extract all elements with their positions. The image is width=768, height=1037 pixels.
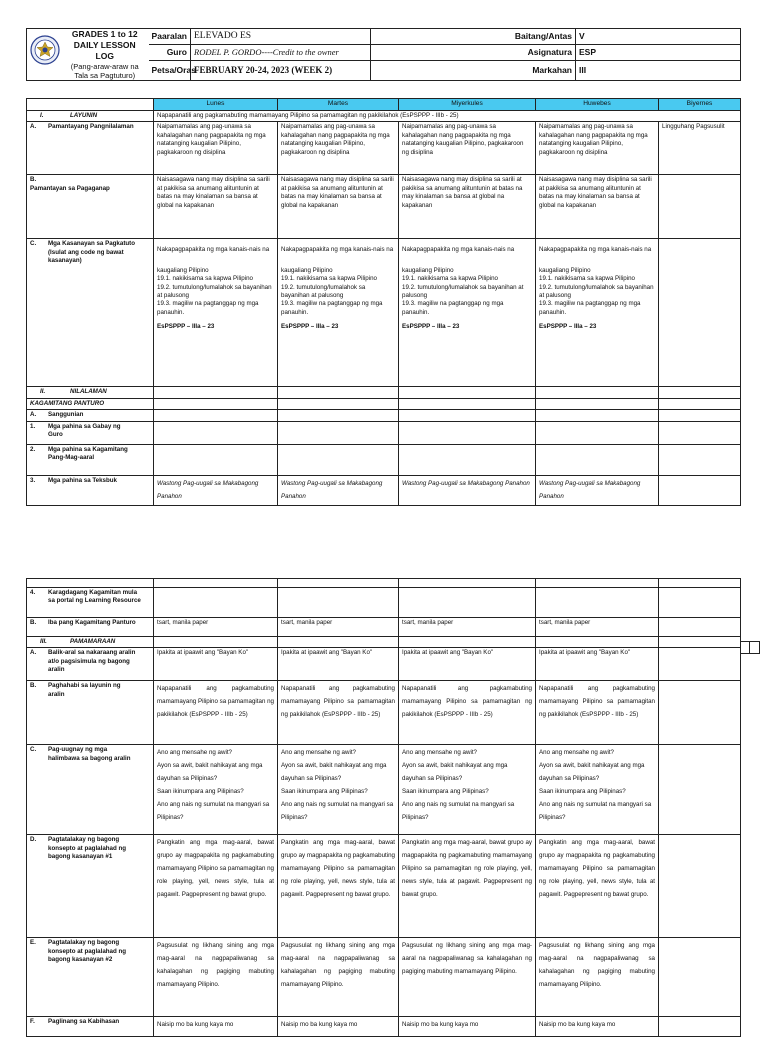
- paghahabi-huwebes: Napapanatili ang pagkamabuting mamamayang Pilipino sa pamamagitan ng pakikilahok (EsPSPPP - IIIb - 25): [536, 681, 659, 745]
- pamantayan-sa-pagaganap-label: B.Pamantayan sa Pagaganap: [27, 175, 154, 239]
- paglinang-lunes: Naisip mo ba kung kaya mo: [154, 1017, 278, 1037]
- pangnilalaman-miyerkules: Naipamamalas ang pag-unawa sa kahalagahan nang pagpapakita ng mga natatanging kaugalian Pilipino, pagkakaroon ng disiplina: [399, 122, 536, 175]
- pagtatalakay-2-huwebes: Pagsusulat ng likhang sining ang mga mag-aaral na nagpapaliwanag sa kahalagahan ng pagiging mabuting mamamayang Pilipino.: [536, 938, 659, 1017]
- kasanayan-row: [27, 239, 741, 387]
- header-title-line2: DAILY LESSON LOG: [73, 40, 136, 61]
- balik-aral-martes: Ipakita at ipaawit ang "Bayan Ko": [278, 648, 399, 681]
- days-header-row: [27, 99, 741, 111]
- paglinang-huwebes: Naisip mo ba kung kaya mo: [536, 1017, 659, 1037]
- layunin-text: Napapanatili ang pagkamabuting mamamayang Pilipino sa pamamagitan ng pakikilahok (EsPSPPP - IIIb - 25): [154, 111, 741, 122]
- nilalaman-label: II. NILALAMAN: [27, 387, 154, 398]
- teacher-label: Guro: [149, 44, 191, 60]
- pag-uugnay-lunes: Ano ang mensahe ng awit? Ayon sa awit, bakit nahikayat ang mga dayuhan sa Pilipinas? Saan ikinumpara ang Pilipinas? Ano ang nais ng sumulat na mangyari sa Pilipinas?: [154, 745, 278, 835]
- kagamitan-label: KAGAMITANG PANTURO: [27, 398, 154, 409]
- pag-uugnay-huwebes: Ano ang mensahe ng awit? Ayon sa awit, bakit nahikayat ang mga dayuhan sa Pilipinas? Saan ikinumpara ang Pilipinas? Ano ang nais ng sumulat na mangyari sa Pilipinas?: [536, 745, 659, 835]
- kasanayan-biyernes: [659, 239, 741, 387]
- lesson-table-1: [26, 98, 741, 506]
- paghahabi-row: [27, 681, 741, 745]
- header-title-line3: (Pang-araw-araw na: [70, 62, 139, 71]
- teksbuk-huwebes: Wastong Pag-uugali sa Makabagong Panahon: [536, 475, 659, 505]
- pagaganap-miyerkules: Naisasagawa nang may disiplina sa sarili at pakikisa sa anumang alituntunin at batas na may kinalaman sa bansa at global na kapakanan: [399, 175, 536, 239]
- kasanayan-huwebes: Nakapagpapakita ng mga kanais-nais na kaugaliang Pilipino 19.1. nakikisama sa kapwa Pilipino 19.2. tumutulong/lumalahok sa bayanihan at palusong 19.3. magiliw na pagtanggap ng mga panauhin. EsPSPPP – IIIa – 23: [536, 239, 659, 387]
- blank-top-row: [27, 579, 741, 588]
- pag-uugnay-label: C. Pag-uugnay ng mga halimbawa sa bagong aralin: [27, 745, 154, 835]
- grade-value: V: [576, 29, 741, 45]
- karagdagang-kagamitan-row: [27, 588, 741, 618]
- pangnilalaman-huwebes: Naipamamalas ang pag-unawa sa kahalagahan nang pagpapakita ng mga natatanging kaugalian Pilipino, pagkakaroon ng disiplina: [536, 122, 659, 175]
- subject-value: ESP: [576, 44, 741, 60]
- kasanayan-label: C. Mga Kasanayan sa Pagkatuto (Isulat ang code ng bawat kasanayan): [27, 239, 154, 387]
- header-title-line1: GRADES 1 to 12: [71, 29, 138, 39]
- iba-pang-martes: tsart, manila paper: [278, 618, 399, 637]
- kasanayan-lunes: Nakapagpapakita ng mga kanais-nais na kaugaliang Pilipino 19.1. nakikisama sa kapwa Pilipino 19.2. tumutulong/lumalahok sa bayanihan at palusong 19.3. magiliw na pagtanggap ng mga panauhin. EsPSPPP – IIIa – 23: [154, 239, 278, 387]
- quarter-value: III: [576, 60, 741, 80]
- pagtatalakay-2-martes: Pagsusulat ng likhang sining ang mga mag-aaral na nagpapaliwanag sa kahalagahan ng pagiging mabuting mamamayang Pilipino.: [278, 938, 399, 1017]
- subject-label: Asignatura: [371, 44, 576, 60]
- teksbuk-row: [27, 475, 741, 505]
- pagtatalakay-2-lunes: Pagsusulat ng likhang sining ang mga mag-aaral na nagpapaliwanag sa kahalagahan ng pagiging mabuting mamamayang Pilipino.: [154, 938, 278, 1017]
- balik-aral-huwebes: Ipakita at ipaawit ang "Bayan Ko": [536, 648, 659, 681]
- teksbuk-biyernes: [659, 475, 741, 505]
- gabay-guro-label: 1. Mga pahina sa Gabay ng Guro: [27, 421, 154, 444]
- iba-pang-miyerkules: tsart, manila paper: [399, 618, 536, 637]
- pagaganap-biyernes: [659, 175, 741, 239]
- pangnilalaman-martes: Naipamamalas ang pag-unawa sa kahalagahan nang pagpapakita ng mga natatanging kaugalian Pilipino, pagkakaroon ng disiplina: [278, 122, 399, 175]
- iba-pang-lunes: tsart, manila paper: [154, 618, 278, 637]
- date-label: Petsa/Oras: [149, 60, 191, 80]
- paghahabi-label: B. Paghahabi sa layunin ng aralin: [27, 681, 154, 745]
- date-value: FEBRUARY 20-24, 2023 (WEEK 2): [191, 60, 371, 80]
- kasanayan-miyerkules: Nakapagpapakita ng mga kanais-nais na kaugaliang Pilipino 19.1. nakikisama sa kapwa Pilipino 19.2. tumutulong/lumalahok sa bayanihan at palusong 19.3. magiliw na pagtanggap ng mga panauhin. EsPSPPP – IIIa – 23: [399, 239, 536, 387]
- layunin-label: I. LAYUNIN: [27, 111, 154, 122]
- header-title-line4: Tala sa Pagtuturo): [74, 71, 136, 80]
- pagtatalakay-1-miyerkules: Pangkatin ang mga mag-aaral, bawat grupo ay magpapakita ng pagkamabuting mamamayang Pilipino sa pamamagitan ng role playing, yell, news style, tula at pagawit. Pagpepresent ng bawat grupo.: [399, 835, 536, 938]
- school-value: ELEVADO ES: [191, 29, 371, 45]
- balik-aral-row: [27, 648, 741, 681]
- kagamitang-pang-mag-aaral-row: [27, 444, 741, 475]
- pagaganap-huwebes: Naisasagawa nang may disiplina sa sarili at pakikisa sa anumang alituntunin at batas na may kinalaman sa bansa at global na kapakanan: [536, 175, 659, 239]
- pagaganap-lunes: Naisasagawa nang may disiplina sa sarili at pakikisa sa anumang alituntunin at batas na may kinalaman sa bansa at global na kapakanan: [154, 175, 278, 239]
- pamantayang-pangnilalaman-row: [27, 122, 741, 175]
- pagtatalakay-1-row: [27, 835, 741, 938]
- paghahabi-miyerkules: Napapanatili ang pagkamabuting mamamayang Pilipino sa pamamagitan ng pakikilahok (EsPSPPP - IIIb - 25): [399, 681, 536, 745]
- pamamaraan-row: [27, 637, 741, 648]
- paglinang-row: [27, 1017, 741, 1037]
- stray-cell-box-2: [749, 641, 760, 654]
- pamamaraan-label: III. PAMAMARAAN: [27, 637, 154, 648]
- teksbuk-martes: Wastong Pag-uugali sa Makabagong Panahon: [278, 475, 399, 505]
- sanggunian-label: A. Sanggunian: [27, 410, 154, 421]
- lesson-table-2: [26, 578, 741, 1037]
- paghahabi-martes: Napapanatili ang pagkamabuting mamamayang Pilipino sa pamamagitan ng pakikilahok (EsPSPPP - IIIb - 25): [278, 681, 399, 745]
- day-wednesday: Miyerkules: [399, 99, 536, 111]
- school-label: Paaralan: [149, 29, 191, 45]
- day-tuesday: Martes: [278, 99, 399, 111]
- paglinang-label: F. Paglinang sa Kabihasan: [27, 1017, 154, 1037]
- balik-aral-miyerkules: Ipakita at ipaawit ang "Bayan Ko": [399, 648, 536, 681]
- pag-uugnay-miyerkules: Ano ang mensahe ng awit? Ayon sa awit, bakit nahikayat ang mga dayuhan sa Pilipinas? Saan ikinumpara ang Pilipinas? Ano ang nais ng sumulat na mangyari sa Pilipinas?: [399, 745, 536, 835]
- day-monday: Lunes: [154, 99, 278, 111]
- teacher-value: RODEL P. GORDO----Credit to the owner: [191, 44, 371, 60]
- teksbuk-miyerkules: Wastong Pag-uugali sa Makabagong Panahon: [399, 475, 536, 505]
- layunin-row: [27, 111, 741, 122]
- balik-aral-label: A. Balik-aral sa nakaraang aralin at/o pagsisimula ng bagong aralin: [27, 648, 154, 681]
- gabay-guro-row: [27, 421, 741, 444]
- pamantayan-sa-pagaganap-row: [27, 175, 741, 239]
- pagtatalakay-2-row: [27, 938, 741, 1017]
- pangnilalaman-lunes: Naipamamalas ang pag-unawa sa kahalagahan nang pagpapakita ng mga natatanging kaugalian Pilipino, pagkakaroon ng disiplina: [154, 122, 278, 175]
- pagaganap-martes: Naisasagawa nang may disiplina sa sarili at pakikisa sa anumang alituntunin at batas na may kinalaman sa bansa at global na kapakanan: [278, 175, 399, 239]
- pagtatalakay-2-miyerkules: Pagsusulat ng likhang sining ang mga mag-aaral na nagpapaliwanag sa kahalagahan ng pagiging mabuting mamamayang Pilipino.: [399, 938, 536, 1017]
- pag-uugnay-martes: Ano ang mensahe ng awit? Ayon sa awit, bakit nahikayat ang mga dayuhan sa Pilipinas? Saan ikinumpara ang Pilipinas? Ano ang nais ng sumulat na mangyari sa Pilipinas?: [278, 745, 399, 835]
- days-header-blank: [27, 99, 154, 111]
- pagtatalakay-2-label: E. Pagtatalakay ng bagong konsepto at paglalahad ng bagong kasanayan #2: [27, 938, 154, 1017]
- iba-pang-kagamitan-label: B. Iba pang Kagamitang Panturo: [27, 618, 154, 637]
- header-table: [26, 28, 741, 81]
- header-title-block: [27, 29, 149, 81]
- deped-seal-icon: [30, 35, 60, 65]
- quarter-label: Markahan: [371, 60, 576, 80]
- paglinang-martes: Naisip mo ba kung kaya mo: [278, 1017, 399, 1037]
- pangnilalaman-biyernes: Lingguhang Pagsusulit: [659, 122, 741, 175]
- teksbuk-label: 3. Mga pahina sa Teksbuk: [27, 475, 154, 505]
- pagtatalakay-1-huwebes: Pangkatin ang mga mag-aaral, bawat grupo ay magpapakita ng pagkamabuting mamamayang Pilipino sa pamamagitan ng role playing, yell, news style, tula at pagawit. Pagpepresent ng bawat grupo.: [536, 835, 659, 938]
- pagtatalakay-1-martes: Pangkatin ang mga mag-aaral, bawat grupo ay magpapakita ng pagkamabuting mamamayang Pilipino sa pamamagitan ng role playing, yell, news style, tula at pagawit. Pagpepresent ng bawat grupo.: [278, 835, 399, 938]
- nilalaman-row: [27, 387, 741, 398]
- karagdagang-kagamitan-label: 4. Karagdagang Kagamitan mula sa portal ng Learning Resource: [27, 588, 154, 618]
- day-friday: Biyernes: [659, 99, 741, 111]
- iba-pang-kagamitan-row: [27, 618, 741, 637]
- pagtatalakay-1-label: D. Pagtatalakay ng bagong konsepto at paglalahad ng bagong kasanayan #1: [27, 835, 154, 938]
- day-thursday: Huwebes: [536, 99, 659, 111]
- pamantayang-pangnilalaman-label: A. Pamantayang Pangnilalaman: [27, 122, 154, 175]
- pagtatalakay-1-lunes: Pangkatin ang mga mag-aaral, bawat grupo ay magpapakita ng pagkamabuting mamamayang Pilipino sa pamamagitan ng role playing, yell, news style, tula at pagawit. Pagpepresent ng bawat grupo.: [154, 835, 278, 938]
- paghahabi-lunes: Napapanatili ang pagkamabuting mamamayang Pilipino sa pamamagitan ng pakikilahok (EsPSPPP - IIIb - 25): [154, 681, 278, 745]
- pag-uugnay-row: [27, 745, 741, 835]
- sanggunian-row: [27, 410, 741, 421]
- paglinang-miyerkules: Naisip mo ba kung kaya mo: [399, 1017, 536, 1037]
- kasanayan-martes: Nakapagpapakita ng mga kanais-nais na kaugaliang Pilipino 19.1. nakikisama sa kapwa Pilipino 19.2. tumutulong/lumalahok sa bayanihan at palusong 19.3. magiliw na pagtanggap ng mga panauhin. EsPSPPP – IIIa – 23: [278, 239, 399, 387]
- grade-label: Baitang/Antas: [371, 29, 576, 45]
- teksbuk-lunes: Wastong Pag-uugali sa Makabagong Panahon: [154, 475, 278, 505]
- kagamitang-pang-mag-aaral-label: 2. Mga pahina sa Kagamitang Pang-Mag-aaral: [27, 444, 154, 475]
- balik-aral-lunes: Ipakita at ipaawit ang "Bayan Ko": [154, 648, 278, 681]
- kagamitan-row: [27, 398, 741, 409]
- iba-pang-huwebes: tsart, manila paper: [536, 618, 659, 637]
